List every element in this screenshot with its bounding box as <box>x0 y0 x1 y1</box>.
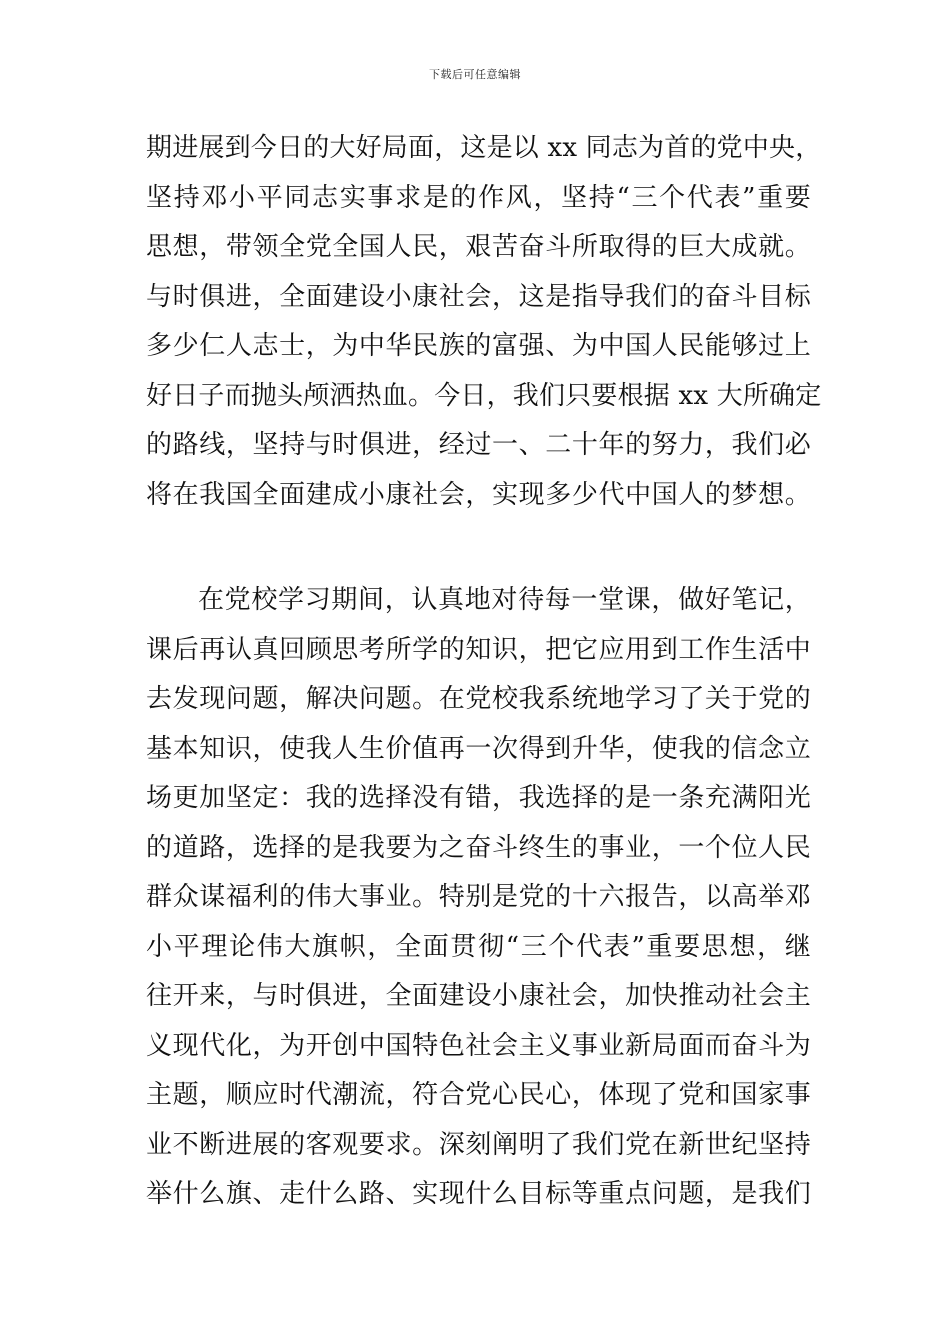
paragraph-line: 举什么旗、走什么路、实现什么目标等重点问题，是我们 <box>146 1179 811 1209</box>
paragraph-line: 思想，带领全党全国人民，艰苦奋斗所取得的巨大成就。 <box>146 232 811 262</box>
paragraph-line: 群众谋福利的伟大事业。特别是党的十六报告，以高举邓 <box>146 882 811 912</box>
paragraph-line: 去发现问题，解决问题。在党校我系统地学习了关于党的 <box>146 684 811 714</box>
paragraph-line: 义现代化，为开创中国特色社会主义事业新局面而奋斗为 <box>146 1030 811 1061</box>
paragraph-line: 期进展到今日的大好局面，这是以 xx 同志为首的党中央， <box>146 133 822 163</box>
paragraph-line: 课后再认真回顾思考所学的知识，把它应用到工作生活中 <box>146 634 811 665</box>
paragraph-line: 在党校学习期间，认真地对待每一堂课，做好笔记， <box>198 585 811 615</box>
paragraph-1 <box>146 124 822 520</box>
paragraph-line: 业不断进展的客观要求。深刻阐明了我们党在新世纪坚持 <box>146 1129 811 1160</box>
paragraph-line: 与时俱进，全面建设小康社会，这是指导我们的奋斗目标 <box>146 281 811 312</box>
paragraph-line: 主题，顺应时代潮流，符合党心民心，体现了党和国家事 <box>146 1080 811 1110</box>
paragraph-line: 场更加坚定：我的选择没有错，我选择的是一条充满阳光 <box>146 783 811 813</box>
paragraph-line: 坚持邓小平同志实事求是的作风，坚持“三个代表”重要 <box>146 182 811 213</box>
paragraph-line: 将在我国全面建成小康社会，实现多少代中国人的梦想。 <box>146 479 811 510</box>
page-header-note: 下载后可任意编辑 <box>429 68 521 81</box>
paragraph-2 <box>146 576 811 1220</box>
paragraph-line: 小平理论伟大旗帜，全面贯彻“三个代表”重要思想，继 <box>146 931 811 962</box>
paragraph-line: 基本知识，使我人生价值再一次得到升华，使我的信念立 <box>146 733 811 764</box>
paragraph-line: 多少仁人志士，为中华民族的富强、为中国人民能够过上 <box>146 331 811 361</box>
paragraph-line: 好日子而抛头颅洒热血。今日，我们只要根据 xx 大所确定 <box>146 380 822 411</box>
paragraph-line: 往开来，与时俱进，全面建设小康社会，加快推动社会主 <box>146 981 811 1011</box>
paragraph-line: 的道路，选择的是我要为之奋斗终生的事业，一个位人民 <box>146 832 811 863</box>
paragraph-line: 的路线，坚持与时俱进，经过一、二十年的努力，我们必 <box>146 430 811 460</box>
